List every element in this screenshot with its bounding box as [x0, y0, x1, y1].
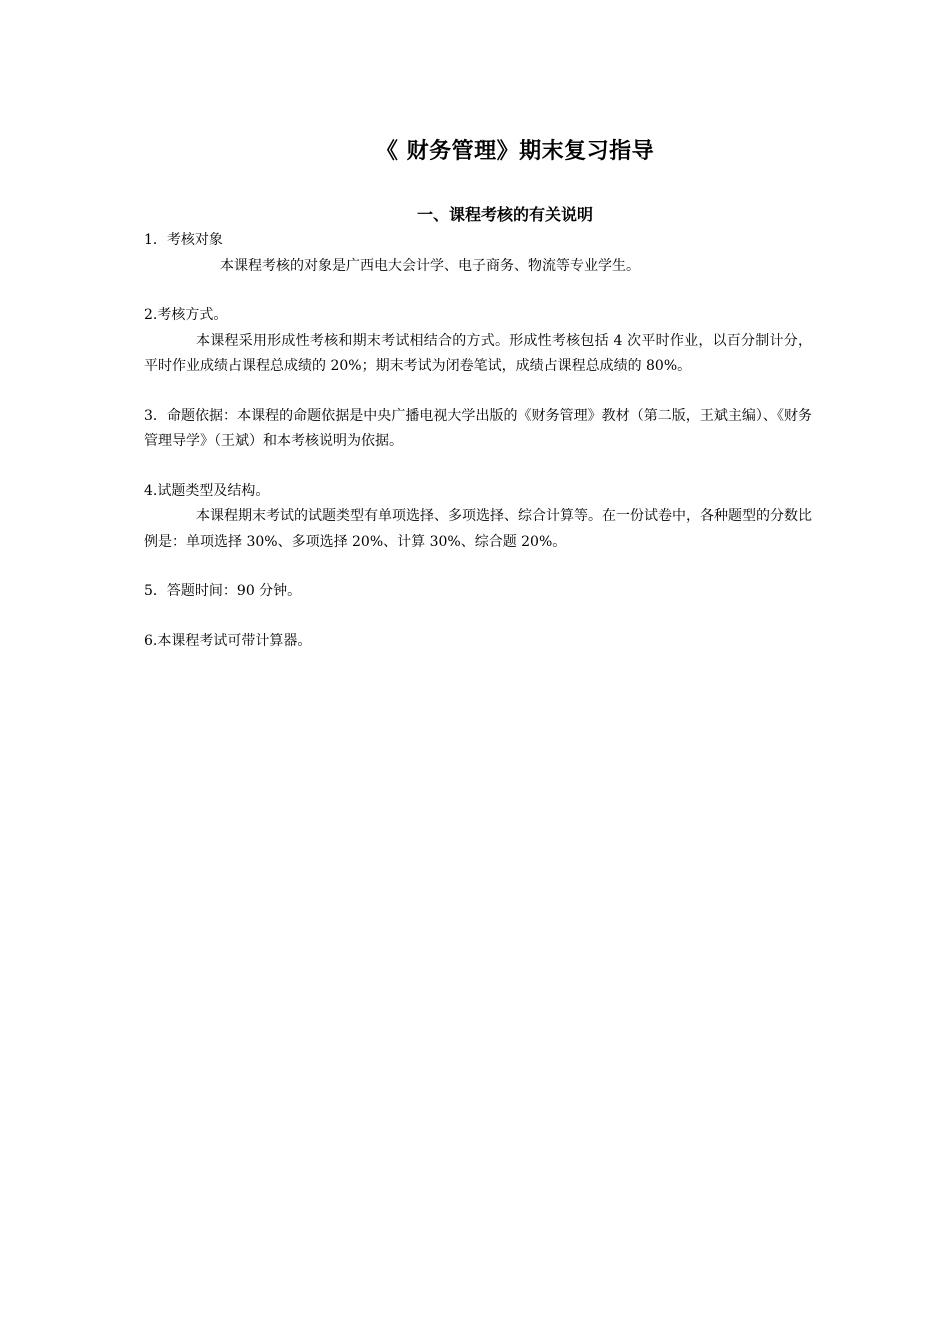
item-assessment-target — [144, 228, 812, 279]
item-assessment-method — [144, 303, 812, 380]
item-exam-basis — [144, 404, 812, 455]
item-question-types — [144, 479, 812, 556]
item-heading: 2.考核方式。 — [144, 307, 228, 323]
item-calculator — [144, 629, 812, 655]
item-heading: 4.试题类型及结构。 — [144, 482, 270, 499]
item-paragraph: 本课程考核的对象是广西电大会计学、电子商务、物流等专业学生。 — [220, 257, 640, 274]
item-paragraph: 6.本课程考试可带计算器。 — [144, 632, 312, 649]
item-paragraph: 本课程采用形成性考核和期末考试相结合的方式。形成性考核包括 4 次平时作业，以百分制计分，平时作业成绩占课程总成绩的 20%；期末考试为闭卷笔试，成绩占课程总成绩的 80%。 — [144, 332, 812, 374]
item-heading: 1．考核对象 — [144, 232, 223, 248]
section-heading: 一、课程考核的有关说明 — [416, 205, 593, 224]
item-paragraph: 3．命题依据：本课程的命题依据是中央广播电视大学出版的《财务管理》教材（第二版，王斌主编）、《财务管理导学》（王斌）和本考核说明为依据。 — [144, 407, 812, 449]
document-body — [144, 228, 812, 678]
item-paragraph: 5．答题时间：90 分钟。 — [144, 583, 302, 599]
item-paragraph: 本课程期末考试的试题类型有单项选择、多项选择、综合计算等。在一份试卷中，各种题型的分数比例是：单项选择 30%、多项选择 20%、计算 30%、综合题 20%。 — [144, 508, 812, 550]
page-title: 《 财务管理》期末复习指导 — [375, 139, 655, 164]
item-exam-time — [144, 579, 812, 605]
